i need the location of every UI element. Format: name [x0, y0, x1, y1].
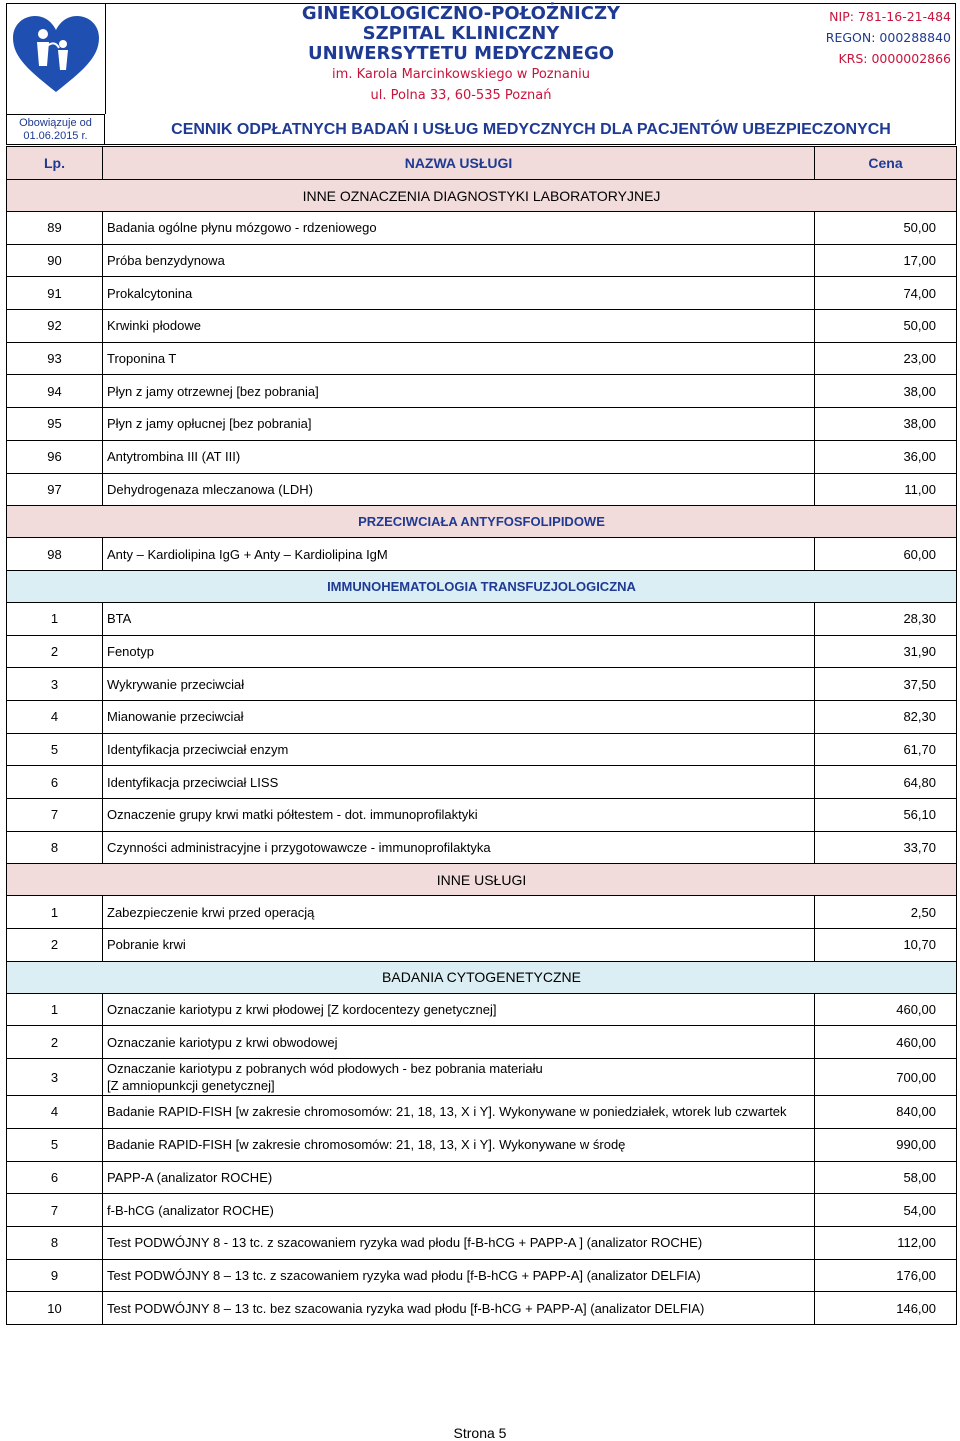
table-row: [7, 831, 957, 864]
service-name: BTA: [103, 602, 815, 635]
row-number: 4: [7, 1096, 103, 1129]
row-number: 1: [7, 993, 103, 1026]
row-number: 8: [7, 831, 103, 864]
row-number: 8: [7, 1226, 103, 1259]
section-title: IMMUNOHEMATOLOGIA TRANSFUZJOLOGICZNA: [7, 570, 957, 602]
service-name: Badania ogólne płynu mózgowo - rdzeniowego: [103, 212, 815, 245]
service-price: 37,50: [815, 668, 957, 701]
row-number: 4: [7, 700, 103, 733]
table-row: [7, 799, 957, 832]
service-price: 58,00: [815, 1161, 957, 1194]
service-price: 28,30: [815, 602, 957, 635]
service-price: 60,00: [815, 538, 957, 571]
row-number: 98: [7, 538, 103, 571]
service-name: Identyfikacja przeciwciał enzym: [103, 733, 815, 766]
service-name: Wykrywanie przeciwciał: [103, 668, 815, 701]
price-table: [6, 146, 957, 1325]
hospital-address: ul. Polna 33, 60-535 Poznań: [370, 88, 552, 103]
service-price: 2,50: [815, 896, 957, 929]
service-name: Czynności administracyjne i przygotowawcze - immunoprofilaktyka: [103, 831, 815, 864]
row-number: 9: [7, 1259, 103, 1292]
section-title: PRZECIWCIAŁA ANTYFOSFOLIPIDOWE: [7, 506, 957, 538]
service-name: Test PODWÓJNY 8 - 13 tc. z szacowaniem ryzyka wad płodu [f-B-hCG + PAPP-A ] (analizator ROCHE): [103, 1226, 815, 1259]
price-list-title: CENNIK ODPŁATNYCH BADAŃ I USŁUG MEDYCZNYCH DLA PACJENTÓW UBEZPIECZONYCH: [171, 121, 891, 138]
table-row: [7, 1128, 957, 1161]
table-row: [7, 1026, 957, 1059]
table-row: [7, 635, 957, 668]
table-row: [7, 766, 957, 799]
service-name: Oznaczanie kariotypu z krwi płodowej [Z kordocentezy genetycznej]: [103, 993, 815, 1026]
table-row: [7, 440, 957, 473]
service-name: Zabezpieczenie krwi przed operacją: [103, 896, 815, 929]
row-number: 92: [7, 310, 103, 343]
row-number: 94: [7, 375, 103, 408]
service-price: 61,70: [815, 733, 957, 766]
table-row: [7, 375, 957, 408]
service-name: PAPP-A (analizator ROCHE): [103, 1161, 815, 1194]
section-header-row: [7, 961, 957, 993]
section-title: INNE OZNACZENIA DIAGNOSTYKI LABORATORYJNEJ: [7, 180, 957, 212]
service-price: 840,00: [815, 1096, 957, 1129]
row-number: 91: [7, 277, 103, 310]
krs-number: KRS: 0000002866: [838, 51, 951, 66]
table-row: [7, 212, 957, 245]
table-row: [7, 700, 957, 733]
hospital-name-line: UNIWERSYTETU MEDYCZNEGO: [307, 43, 615, 64]
service-name: Badanie RAPID-FISH [w zakresie chromosomów: 21, 18, 13, X i Y]. Wykonywane w poniedziałek, wtorek lub czwartek: [103, 1096, 815, 1129]
table-row: [7, 408, 957, 441]
hospital-logo-icon: [11, 14, 101, 94]
service-price: 38,00: [815, 375, 957, 408]
row-number: 5: [7, 1128, 103, 1161]
service-price: 82,30: [815, 700, 957, 733]
table-row: [7, 1194, 957, 1227]
service-price: 36,00: [815, 440, 957, 473]
table-row: [7, 1226, 957, 1259]
service-name: Prokalcytonina: [103, 277, 815, 310]
table-row: [7, 929, 957, 962]
service-price: 460,00: [815, 1026, 957, 1059]
row-number: 7: [7, 799, 103, 832]
service-price: 64,80: [815, 766, 957, 799]
row-number: 2: [7, 635, 103, 668]
service-price: 33,70: [815, 831, 957, 864]
service-name: Identyfikacja przeciwciał LISS: [103, 766, 815, 799]
row-number: 93: [7, 342, 103, 375]
table-row: [7, 1259, 957, 1292]
document-header: [6, 3, 956, 145]
service-name: Troponina T: [103, 342, 815, 375]
table-row: [7, 733, 957, 766]
table-row: [7, 538, 957, 571]
table-row: [7, 993, 957, 1026]
row-number: 90: [7, 244, 103, 277]
service-name: Pobranie krwi: [103, 929, 815, 962]
service-name-line: [Z amniopunkcji genetycznej]: [107, 1078, 275, 1094]
price-table-body: [7, 147, 957, 1325]
row-number: 97: [7, 473, 103, 506]
valid-from-label: Obowiązuje od: [19, 117, 92, 129]
column-header-price: Cena: [815, 147, 957, 180]
table-row: [7, 1059, 957, 1096]
row-number: 3: [7, 1059, 103, 1096]
service-name: Płyn z jamy opłucnej [bez pobrania]: [103, 408, 815, 441]
service-price: 50,00: [815, 310, 957, 343]
service-price: 990,00: [815, 1128, 957, 1161]
service-name: f-B-hCG (analizator ROCHE): [103, 1194, 815, 1227]
service-name: Mianowanie przeciwciał: [103, 700, 815, 733]
page-number: Strona 5: [453, 1425, 507, 1441]
regon-number: REGON: 000288840: [825, 30, 951, 45]
service-name: Antytrombina III (AT III): [103, 440, 815, 473]
row-number: 89: [7, 212, 103, 245]
service-price: 50,00: [815, 212, 957, 245]
table-row: [7, 473, 957, 506]
row-number: 2: [7, 929, 103, 962]
service-name: Anty – Kardiolipina IgG + Anty – Kardiolipina IgM: [103, 538, 815, 571]
valid-from-box: [7, 114, 105, 145]
service-name: Dehydrogenaza mleczanowa (LDH): [103, 473, 815, 506]
service-name: Oznaczanie kariotypu z krwi obwodowej: [103, 1026, 815, 1059]
service-price: 74,00: [815, 277, 957, 310]
section-header-row: [7, 864, 957, 896]
table-row: [7, 1161, 957, 1194]
table-row: [7, 310, 957, 343]
row-number: 6: [7, 1161, 103, 1194]
service-price: 23,00: [815, 342, 957, 375]
table-row: [7, 668, 957, 701]
service-name-line: Oznaczanie kariotypu z pobranych wód płodowych - bez pobrania materiału: [107, 1061, 543, 1077]
hospital-name-line: SZPITAL KLINICZNY: [362, 23, 560, 44]
service-name: Próba benzydynowa: [103, 244, 815, 277]
service-name: Test PODWÓJNY 8 – 13 tc. bez szacowania ryzyka wad płodu [f-B-hCG + PAPP-A] (analizator DELFIA): [103, 1292, 815, 1325]
table-row: [7, 244, 957, 277]
registration-ids: [826, 6, 951, 69]
row-number: 2: [7, 1026, 103, 1059]
row-number: 95: [7, 408, 103, 441]
service-price: 56,10: [815, 799, 957, 832]
hospital-name-block: [106, 4, 816, 106]
service-price: 10,70: [815, 929, 957, 962]
row-number: 7: [7, 1194, 103, 1227]
service-price: 17,00: [815, 244, 957, 277]
table-row: [7, 277, 957, 310]
section-title: INNE USŁUGI: [7, 864, 957, 896]
service-price: 31,90: [815, 635, 957, 668]
table-row: [7, 896, 957, 929]
service-name: Fenotyp: [103, 635, 815, 668]
service-price: 11,00: [815, 473, 957, 506]
column-header-name: NAZWA USŁUGI: [103, 147, 815, 180]
hospital-patron: im. Karola Marcinkowskiego w Poznaniu: [332, 67, 590, 82]
service-name: Badanie RAPID-FISH [w zakresie chromosomów: 21, 18, 13, X i Y]. Wykonywane w środę: [103, 1128, 815, 1161]
section-header-row: [7, 570, 957, 602]
service-price: 54,00: [815, 1194, 957, 1227]
service-price: 700,00: [815, 1059, 957, 1096]
section-header-row: [7, 180, 957, 212]
nip-number: NIP: 781-16-21-484: [829, 9, 951, 24]
table-row: [7, 602, 957, 635]
logo-box: [7, 4, 106, 114]
service-name: Oznaczenie grupy krwi matki półtestem - dot. immunoprofilaktyki: [103, 799, 815, 832]
table-row: [7, 342, 957, 375]
service-price: 38,00: [815, 408, 957, 441]
service-price: 176,00: [815, 1259, 957, 1292]
row-number: 10: [7, 1292, 103, 1325]
row-number: 1: [7, 896, 103, 929]
table-row: [7, 1292, 957, 1325]
service-name: Test PODWÓJNY 8 – 13 tc. z szacowaniem ryzyka wad płodu [f-B-hCG + PAPP-A] (analizator DELFIA): [103, 1259, 815, 1292]
section-title: BADANIA CYTOGENETYCZNE: [7, 961, 957, 993]
service-name: [103, 1059, 815, 1096]
row-number: 6: [7, 766, 103, 799]
row-number: 3: [7, 668, 103, 701]
service-price: 460,00: [815, 993, 957, 1026]
service-name: Krwinki płodowe: [103, 310, 815, 343]
column-header-lp: Lp.: [7, 147, 103, 180]
service-price: 146,00: [815, 1292, 957, 1325]
section-header-row: [7, 506, 957, 538]
service-name: Płyn z jamy otrzewnej [bez pobrania]: [103, 375, 815, 408]
service-price: 112,00: [815, 1226, 957, 1259]
row-number: 5: [7, 733, 103, 766]
row-number: 96: [7, 440, 103, 473]
table-header-row: [7, 147, 957, 180]
row-number: 1: [7, 602, 103, 635]
hospital-name-line: GINEKOLOGICZNO-POŁOŻNICZY: [301, 3, 621, 24]
table-row: [7, 1096, 957, 1129]
valid-from-date: 01.06.2015 r.: [23, 130, 88, 142]
